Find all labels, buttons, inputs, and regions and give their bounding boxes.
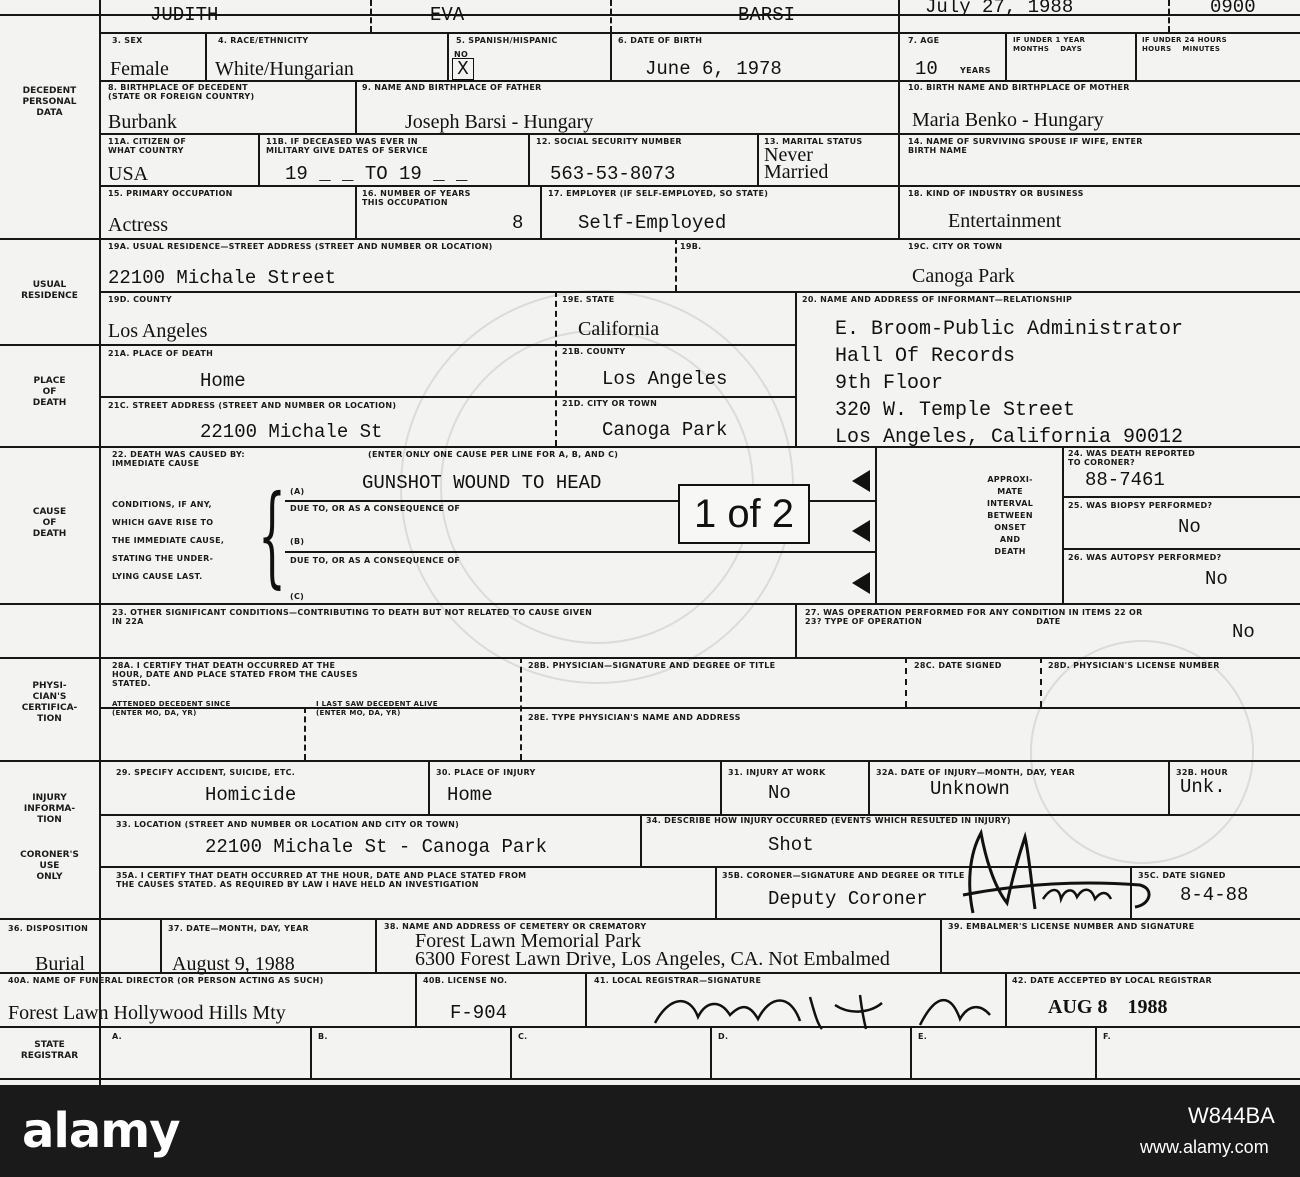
death-street-value: 22100 Michale St	[200, 421, 383, 443]
label-due-to-b: DUE TO, OR AS A CONSEQUENCE OF	[290, 504, 461, 513]
section-state-registrar: STATE REGISTRAR	[20, 1040, 79, 1061]
label-spanish: 5. SPANISH/HISPANIC	[456, 36, 558, 45]
informant-value: E. Broom-Public Administrator Hall Of Records 9th Floor 320 W. Temple Street Los Angeles, California 90012	[835, 318, 1184, 449]
dob-value: June 6, 1978	[645, 58, 782, 80]
label-conditions: CONDITIONS, IF ANY, WHICH GAVE RISE TO THE IMMEDIATE CAUSE, STATING THE UNDER- LYING CAUSE LAST.	[112, 500, 225, 581]
label-place-injury: 30. PLACE OF INJURY	[436, 768, 536, 777]
cause-value: GUNSHOT WOUND TO HEAD	[362, 472, 602, 494]
spanish-no-label: NO	[454, 50, 469, 59]
label-under-24-hours: IF UNDER 24 HOURS HOURS MINUTES	[1142, 36, 1227, 53]
label-date-injury: 32A. DATE OF INJURY—MONTH, DAY, YEAR	[876, 768, 1076, 777]
years-value: 8	[512, 212, 524, 234]
label-citizen: 11A. CITIZEN OF WHAT COUNTRY	[108, 137, 187, 155]
local-registrar-signature	[650, 985, 1010, 1035]
label-reg-e: E.	[918, 1032, 928, 1041]
label-death-county: 21B. COUNTY	[562, 347, 626, 356]
label-years: 16. NUMBER OF YEARS THIS OCCUPATION	[362, 189, 471, 207]
label-death-street: 21C. STREET ADDRESS (STREET AND NUMBER OR LOCATION)	[108, 401, 397, 410]
label-mother: 10. BIRTH NAME AND BIRTHPLACE OF MOTHER	[908, 83, 1130, 92]
label-reported: 24. WAS DEATH REPORTED TO CORONER?	[1068, 449, 1196, 467]
label-coroner-date: 35C. DATE SIGNED	[1138, 871, 1226, 880]
label-autopsy: 26. WAS AUTOPSY PERFORMED?	[1068, 553, 1222, 562]
coroner-title-value: Deputy Coroner	[768, 888, 928, 910]
middle-name: EVA	[430, 4, 465, 26]
last-name: BARSI	[738, 4, 796, 26]
autopsy-value: No	[1205, 568, 1228, 590]
label-enter-one-cause: (ENTER ONLY ONE CAUSE PER LINE FOR A, B, AND C)	[368, 450, 619, 459]
label-license: 28D. PHYSICIAN'S LICENSE NUMBER	[1048, 661, 1220, 670]
date-of-death: July 27, 1988	[925, 0, 1074, 18]
label-due-to-c: DUE TO, OR AS A CONSEQUENCE OF	[290, 556, 461, 565]
label-residence: 19A. USUAL RESIDENCE—STREET ADDRESS (STREET AND NUMBER OR LOCATION)	[108, 242, 493, 251]
label-disposition-date: 37. DATE—MONTH, DAY, YEAR	[168, 924, 309, 933]
age-unit: YEARS	[960, 66, 991, 75]
label-place-of-death: 21A. PLACE OF DEATH	[108, 349, 214, 358]
death-city-value: Canoga Park	[602, 419, 728, 441]
label-marital: 13. MARITAL STATUS	[764, 137, 863, 146]
employer-value: Self-Employed	[578, 212, 727, 234]
label-reg-a: A.	[112, 1032, 122, 1041]
label-line-c: (C)	[290, 592, 305, 601]
place-of-death-value: Home	[200, 370, 246, 392]
age-value: 10	[915, 58, 938, 80]
label-state: 19E. STATE	[562, 295, 615, 304]
marital-value: Never Married	[764, 144, 829, 183]
label-location: 33. LOCATION (STREET AND NUMBER OR LOCATION AND CITY OR TOWN)	[116, 820, 460, 829]
sex-value: Female	[110, 58, 169, 80]
label-line-b: (B)	[290, 537, 305, 546]
label-biopsy: 25. WAS BIOPSY PERFORMED?	[1068, 501, 1213, 510]
section-injury: INJURY INFORMA- TION	[23, 793, 76, 825]
biopsy-value: No	[1178, 516, 1201, 538]
hour-injury-value: Unk.	[1180, 776, 1226, 798]
label-physician-name: 28E. TYPE PHYSICIAN'S NAME AND ADDRESS	[528, 713, 741, 722]
label-military: 11B. IF DECEASED WAS EVER IN MILITARY GIVE DATES OF SERVICE	[266, 137, 428, 155]
describe-value: Shot	[768, 834, 814, 856]
section-cause-of-death: CAUSE OF DEATH	[32, 507, 67, 539]
accident-value: Homicide	[205, 784, 297, 806]
date-accepted-value: AUG 8 1988	[1048, 996, 1168, 1018]
father-value: Joseph Barsi - Hungary	[405, 111, 594, 133]
watermark-band	[0, 1085, 1300, 1177]
mother-value: Maria Benko - Hungary	[912, 109, 1104, 131]
section-residence: USUAL RESIDENCE	[21, 280, 78, 301]
page-badge: 1 of 2	[678, 484, 810, 544]
label-at-work: 31. INJURY AT WORK	[728, 768, 826, 777]
label-race: 4. RACE/ETHNICITY	[218, 36, 309, 45]
military-value: 19 _ _ TO 19 _ _	[285, 163, 468, 185]
label-embalmer: 39. EMBALMER'S LICENSE NUMBER AND SIGNATURE	[948, 922, 1195, 931]
label-industry: 18. KIND OF INDUSTRY OR BUSINESS	[908, 189, 1084, 198]
label-occupation: 15. PRIMARY OCCUPATION	[108, 189, 233, 198]
label-funeral-director: 40A. NAME OF FUNERAL DIRECTOR (OR PERSON ACTING AS SUCH)	[8, 976, 324, 985]
label-other-conditions: 23. OTHER SIGNIFICANT CONDITIONS—CONTRIBUTING TO DEATH BUT NOT RELATED TO CAUSE GIVEN IN 22A	[112, 608, 593, 626]
occupation-value: Actress	[108, 214, 168, 236]
label-county: 19D. COUNTY	[108, 295, 173, 304]
industry-value: Entertainment	[948, 210, 1062, 232]
arrow-line-a-icon	[852, 470, 870, 492]
coroner-date-value: 8-4-88	[1180, 884, 1249, 906]
operation-value: No	[1232, 621, 1255, 643]
label-father: 9. NAME AND BIRTHPLACE OF FATHER	[362, 83, 542, 92]
hour-of-death: 0900	[1210, 0, 1256, 18]
arrow-line-b-icon	[852, 520, 870, 542]
label-local-registrar: 41. LOCAL REGISTRAR—SIGNATURE	[594, 976, 762, 985]
image-id: W844BA	[1188, 1103, 1275, 1128]
reported-value: 88-7461	[1085, 469, 1165, 491]
residence-value: 22100 Michale Street	[108, 267, 337, 289]
death-county-value: Los Angeles	[602, 368, 728, 390]
label-informant: 20. NAME AND ADDRESS OF INFORMANT—RELATIONSHIP	[802, 295, 1073, 304]
ssn-value: 563-53-8073	[550, 163, 676, 185]
label-under-one-year: IF UNDER 1 YEAR MONTHS DAYS	[1013, 36, 1086, 53]
label-last-saw: I LAST SAW DECEDENT ALIVE (ENTER MO, DA, YR)	[316, 700, 438, 717]
birthplace-value: Burbank	[108, 111, 177, 133]
arrow-line-c-icon	[852, 572, 870, 594]
label-date-accepted: 42. DATE ACCEPTED BY LOCAL REGISTRAR	[1012, 976, 1212, 985]
label-describe: 34. DESCRIBE HOW INJURY OCCURRED (EVENTS WHICH RESULTED IN INJURY)	[646, 816, 1011, 825]
brand-logo: alamy	[22, 1103, 180, 1159]
label-res-city: 19C. CITY OR TOWN	[908, 242, 1003, 251]
brand-url: www.alamy.com	[1140, 1137, 1269, 1157]
label-coroner-signature: 35B. CORONER—SIGNATURE AND DEGREE OR TITLE	[722, 871, 965, 880]
section-physician: PHYSI- CIAN'S CERTIFICA- TION	[21, 681, 78, 724]
res-city-value: Canoga Park	[912, 265, 1015, 287]
location-value: 22100 Michale St - Canoga Park	[205, 836, 548, 858]
label-ssn: 12. SOCIAL SECURITY NUMBER	[536, 137, 682, 146]
disposition-date-value: August 9, 1988	[172, 953, 295, 975]
label-spouse: 14. NAME OF SURVIVING SPOUSE IF WIFE, ENTER BIRTH NAME	[908, 137, 1143, 155]
funeral-director-value: Forest Lawn Hollywood Hills Mty	[8, 1002, 286, 1024]
date-injury-value: Unknown	[930, 778, 1010, 800]
cemetery-value: Forest Lawn Memorial Park 6300 Forest Lawn Drive, Los Angeles, CA. Not Embalmed	[415, 930, 890, 970]
label-dob: 6. DATE OF BIRTH	[618, 36, 703, 45]
label-birthplace: 8. BIRTHPLACE OF DECEDENT (STATE OR FOREIGN COUNTRY)	[108, 83, 255, 101]
conditions-brace: {	[258, 471, 286, 599]
county-value: Los Angeles	[108, 320, 208, 342]
label-accident: 29. SPECIFY ACCIDENT, SUICIDE, ETC.	[116, 768, 296, 777]
label-certify-physician: 28A. I CERTIFY THAT DEATH OCCURRED AT THE HOUR, DATE AND PLACE STATED FROM THE CAUSES STATED.	[112, 661, 358, 688]
label-death-city: 21D. CITY OR TOWN	[562, 399, 658, 408]
license-no-value: F-904	[450, 1002, 508, 1024]
label-19b: 19B.	[680, 242, 702, 251]
label-sex: 3. SEX	[112, 36, 143, 45]
disposition-value: Burial	[35, 953, 85, 975]
citizen-value: USA	[108, 163, 149, 185]
label-disposition: 36. DISPOSITION	[8, 924, 89, 933]
place-injury-value: Home	[447, 784, 493, 806]
label-reg-f: F.	[1103, 1032, 1111, 1041]
section-place-of-death: PLACE OF DEATH	[32, 376, 67, 408]
label-reg-b: B.	[318, 1032, 328, 1041]
label-age: 7. AGE	[908, 36, 940, 45]
section-decedent: DECEDENT PERSONAL DATA	[22, 86, 77, 118]
label-operation: 27. WAS OPERATION PERFORMED FOR ANY CONDITION IN ITEMS 22 OR 23? TYPE OF OPERATION DATE	[805, 608, 1143, 626]
state-value: California	[578, 318, 660, 340]
label-cemetery: 38. NAME AND ADDRESS OF CEMETERY OR CREMATORY	[384, 922, 647, 931]
race-value: White/Hungarian	[215, 58, 354, 80]
section-coroner: CORONER'S USE ONLY	[20, 850, 79, 882]
label-employer: 17. EMPLOYER (IF SELF-EMPLOYED, SO STATE)	[548, 189, 769, 198]
label-line-a: (A)	[290, 487, 305, 496]
label-caused-by: 22. DEATH WAS CAUSED BY: IMMEDIATE CAUSE	[112, 450, 245, 468]
at-work-value: No	[768, 782, 791, 804]
label-license-no: 40B. LICENSE NO.	[423, 976, 508, 985]
first-name: JUDITH	[150, 4, 219, 26]
label-reg-d: D.	[718, 1032, 729, 1041]
label-reg-c: C.	[518, 1032, 528, 1041]
label-certify-coroner: 35A. I CERTIFY THAT DEATH OCCURRED AT THE HOUR, DATE AND PLACE STATED FROM THE CAUSES STATED. AS REQUIRED BY LAW I HAVE HELD AN INVESTIGATION	[116, 871, 527, 889]
label-physician-signature: 28B. PHYSICIAN—SIGNATURE AND DEGREE OF TITLE	[528, 661, 776, 670]
watermark-bar	[0, 1085, 1300, 1177]
coroner-signature	[955, 825, 1165, 920]
spanish-checkbox: X	[452, 58, 474, 80]
label-hour-injury: 32B. HOUR	[1176, 768, 1228, 777]
label-attended: ATTENDED DECEDENT SINCE (ENTER MO, DA, YR)	[112, 700, 231, 717]
label-interval: APPROXI- MATE INTERVAL BETWEEN ONSET AND DEATH	[987, 475, 1034, 556]
label-date-signed: 28C. DATE SIGNED	[914, 661, 1002, 670]
